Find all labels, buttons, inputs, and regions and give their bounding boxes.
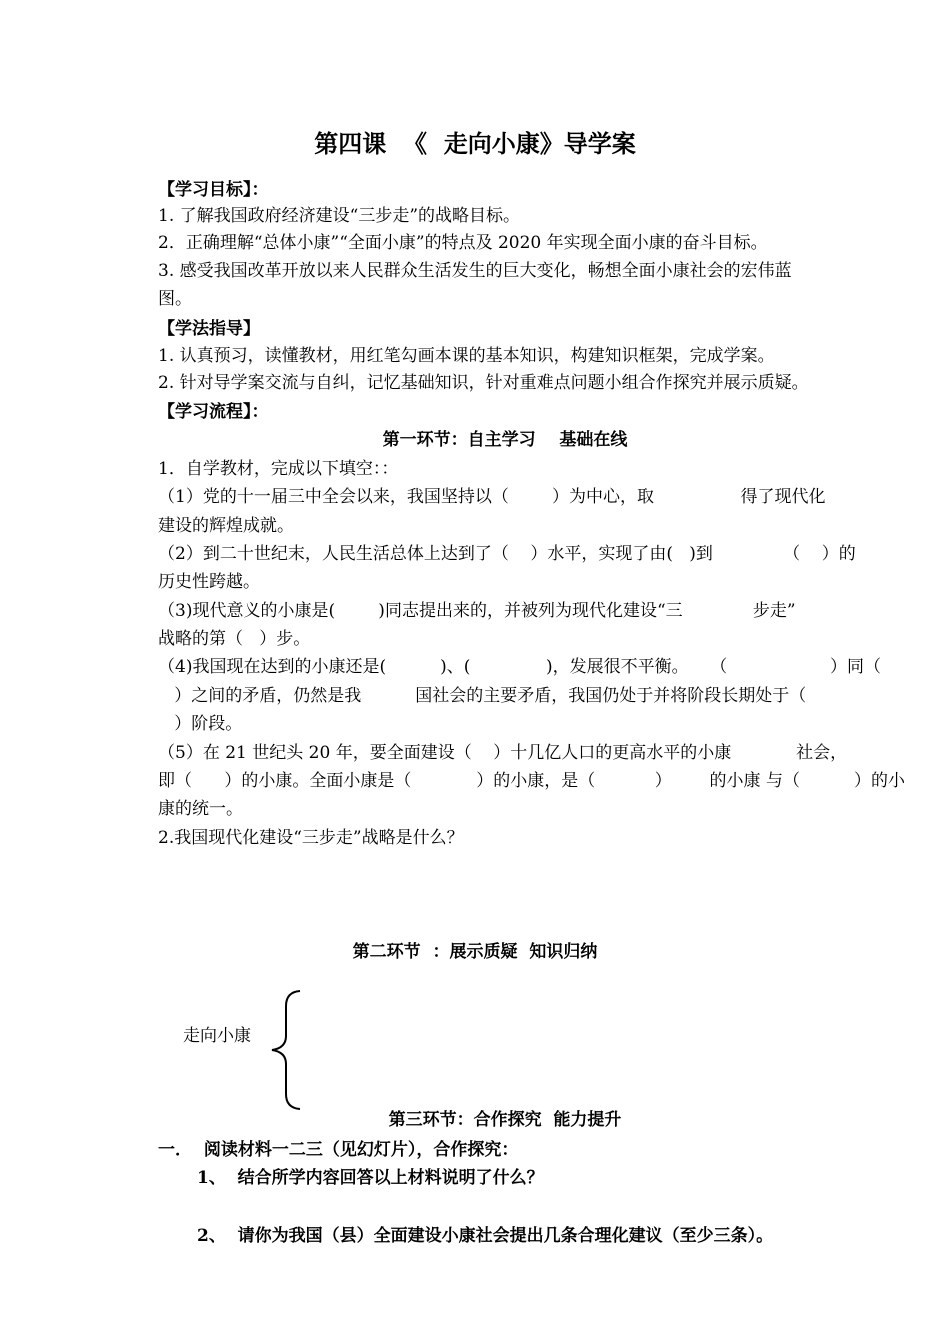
fill-q5-cont: 即（ ）的小康。全面小康是（ ）的小康，是（ ） 的小康 与（ ）的小	[158, 771, 905, 791]
fill-q2-cont: 历史性跨越。	[158, 572, 260, 592]
section1-intro: 1．自学教材，完成以下填空：：	[158, 459, 399, 479]
section1-heading: 第一环节：自主学习 基础在线	[382, 430, 628, 450]
section2-heading: 第二环节 ：展示质疑 知识归纳	[352, 942, 598, 962]
section3-heading: 第三环节：合作探究 能力提升	[388, 1110, 622, 1130]
fill-q4: （4)我国现在达到的小康还是( )、( )，发展很不平衡。 （ ）同（	[158, 657, 881, 677]
knowledge-label: 走向小康	[183, 1026, 251, 1046]
method-item-1: 1. 认真预习，读懂教材，用红笔勾画本课的基本知识，构建知识框架，完成学案。	[158, 346, 775, 366]
fill-q4-cont: ）之间的矛盾，仍然是我 国社会的主要矛盾，我国仍处于并将阶段长期处于（	[158, 686, 807, 706]
left-brace-icon	[264, 988, 304, 1112]
method-heading: 【学法指导】	[158, 319, 260, 339]
process-heading: 【学习流程】：	[158, 402, 269, 422]
fill-q1: （1）党的十一届三中全会以来，我国坚持以（ ）为中心，取 得了现代化	[158, 487, 826, 507]
fill-q5-cont2: 康的统一。	[158, 799, 243, 819]
inquiry-question-1: 1、 结合所学内容回答以上材料说明了什么？	[197, 1168, 544, 1188]
goal-item-3: 3. 感受我国改革开放以来人民群众生活发生的巨大变化，畅想全面小康社会的宏伟蓝	[158, 261, 792, 281]
reading-instruction: 一． 阅读材料一二三（见幻灯片），合作探究：	[158, 1140, 519, 1160]
fill-q4-cont2: ）阶段。	[158, 714, 243, 734]
goal-item-2: 2．正确理解“总体小康”“全面小康”的特点及 2020 年实现全面小康的奋斗目标。	[158, 233, 768, 253]
goal-item-1: 1. 了解我国政府经济建设“三步走”的战略目标。	[158, 206, 521, 226]
goal-item-3-cont: 图。	[158, 289, 192, 309]
fill-q5: （5）在 21 世纪头 20 年，要全面建设（ ）十几亿人口的更高水平的小康 社会，	[158, 743, 848, 763]
fill-q2: （2）到二十世纪末，人民生活总体上达到了（ ）水平，实现了由( )到 （ ）的	[158, 544, 856, 564]
question-2: 2.我国现代化建设“三步走”战略是什么？	[158, 828, 464, 848]
goals-heading: 【学习目标】：	[158, 180, 269, 200]
fill-q1-cont: 建设的辉煌成就。	[158, 516, 294, 536]
method-item-2: 2. 针对导学案交流与自纠，记忆基础知识，针对重难点问题小组合作探究并展示质疑。	[158, 373, 809, 393]
page-title: 第四课 《 走向小康》导学案	[314, 129, 636, 158]
fill-q3: （3)现代意义的小康是( )同志提出来的，并被列为现代化建设“三 步走”	[158, 601, 796, 621]
fill-q3-cont: 战略的第（ ）步。	[158, 629, 311, 649]
inquiry-question-2: 2、 请你为我国（县）全面建设小康社会提出几条合理化建议（至少三条）。	[197, 1226, 774, 1246]
